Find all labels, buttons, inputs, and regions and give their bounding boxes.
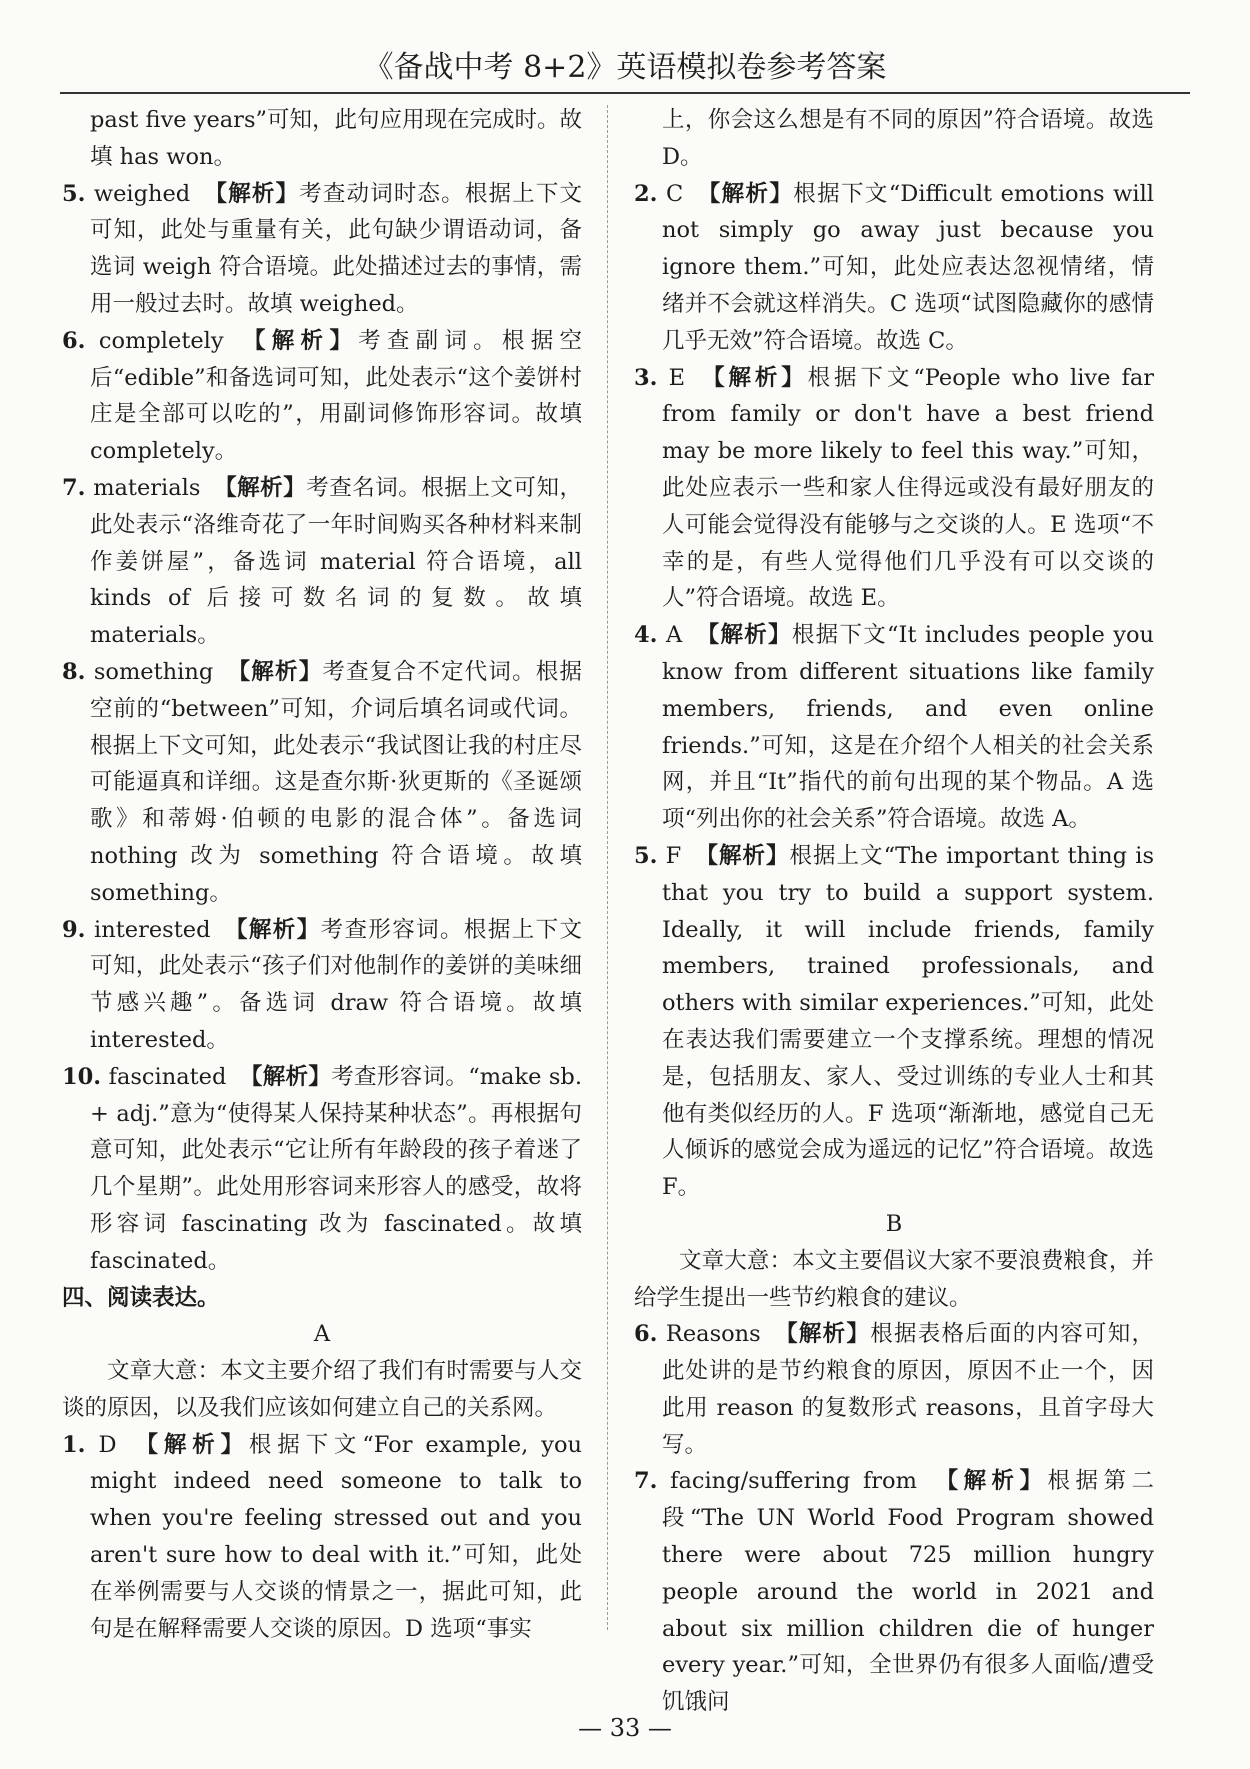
item-text: 根据下文“For example, you might indeed need someone to talk to when you're feeling stressed out and you aren't sure how to deal with it.”可知，此处在举例需要与人交谈的情景之一，据此可知，此句是在解释需要人交谈的原因。D 选项“事实 <box>90 1431 582 1642</box>
item-number: 5. <box>634 842 658 869</box>
analysis-tag: 【解析】 <box>697 180 794 207</box>
right-column <box>634 102 1154 1721</box>
page-number: 33 <box>609 1714 641 1742</box>
section-heading: 四、阅读表达。 <box>62 1284 220 1311</box>
item-number: 7. <box>62 474 86 501</box>
answer-item <box>634 1463 1154 1721</box>
analysis-tag: 【解析】 <box>204 180 300 207</box>
item-number: 2. <box>634 180 658 207</box>
left-column <box>62 102 582 1647</box>
item-number: 9. <box>62 916 86 943</box>
continued-text: 上，你会这么想是有不同的原因”符合语境。故选 D。 <box>662 107 1154 170</box>
analysis-tag: 【解析】 <box>775 1321 871 1348</box>
item-text: 考查副词。根据空后“edible”和备选词可知，此处表示“这个姜饼村庄是全部可以吃的”，用副词修饰形容词。故填 completely。 <box>90 327 582 465</box>
analysis-tag: 【解析】 <box>702 364 808 391</box>
item-text: 根据表格后面的内容可知，此处讲的是节约粮食的原因，原因不止一个，因此用 reason 的复数形式 reasons，且首字母大写。 <box>662 1321 1154 1458</box>
item-text: 根据下文“People who live far from family or don't have a best friend may be more likely to feel this way.”可知，此处应表示一些和家人住得远或没有最好朋友的人可能会觉得没有能够与之交谈的人。E 选项“不幸的是，有些人觉得他们几乎没有可以交谈的人”符合语境。故选 E。 <box>662 364 1155 612</box>
passage-summary: 文章大意：本文主要介绍了我们有时需要与人交谈的原因，以及我们应该如何建立自己的关系网。 <box>62 1358 582 1421</box>
column-divider <box>607 105 608 1630</box>
answer-item <box>62 1059 582 1280</box>
item-answer: E <box>668 364 685 391</box>
item-number: 5. <box>62 180 86 207</box>
item-text: 根据下文“It includes people you know from different situations like family members, friends, and even online friends.”可知，这是在介绍个人相关的社会关系网，并且“It”指代的前句出现的某个物品。A 选项“列出你的社会关系”符合语境。故选 A。 <box>662 622 1154 833</box>
item-answer: fascinated <box>108 1063 227 1090</box>
answer-item <box>634 1316 1154 1463</box>
item-text: 根据上文“The important thing is that you try to build a support system. Ideally, it will include friends, family members, trained professionals, and others with similar experiences.”可知，此处在表达我们需要建立一个支撑系统。理想的情况是，包括朋友、家人、受过训练的专业人士和其他有类似经历的人。F 选项“渐渐地，感觉自己无人倾诉的感觉会成为遥远的记忆”符合语境。故选 F。 <box>662 842 1154 1201</box>
item-text: 考查动词时态。根据上下文可知，此处与重量有关，此句缺少谓语动词，备选词 weigh 符合语境。此处描述过去的事情，需用一般过去时。故填 weighed。 <box>90 180 582 317</box>
item-number: 10. <box>62 1063 102 1090</box>
answer-item <box>62 912 582 1059</box>
passage-summary: 文章大意：本文主要倡议大家不要浪费粮食，并给学生提出一些节约粮食的建议。 <box>634 1247 1154 1311</box>
analysis-tag: 【解析】 <box>695 842 790 869</box>
answer-item <box>62 323 582 470</box>
item-answer: D <box>98 1431 117 1458</box>
part-heading: B <box>885 1210 903 1237</box>
answer-item <box>62 176 582 323</box>
item-answer: completely <box>98 327 224 354</box>
analysis-tag: 【解析】 <box>135 1431 249 1458</box>
item-number: 1. <box>62 1431 86 1458</box>
answer-item <box>634 176 1154 360</box>
continued-text: past five years”可知，此句应用现在完成时。故填 has won。 <box>90 107 582 170</box>
page-footer: — 33 — <box>578 1714 672 1742</box>
page-header <box>60 44 1190 94</box>
item-text: 根据第二段“The UN World Food Program showed there were about 725 million hungry people around the world in 2021 and about six million children die of hunger every year.”可知，全世界仍有很多人面临/遭受饥饿问 <box>662 1468 1154 1716</box>
item-number: 4. <box>634 622 658 649</box>
item-answer: something <box>93 658 214 685</box>
answer-item <box>634 360 1154 618</box>
analysis-tag: 【解析】 <box>214 474 307 501</box>
item-answer: weighed <box>93 180 191 207</box>
item-number: 8. <box>62 658 86 685</box>
analysis-tag: 【解析】 <box>239 1063 332 1090</box>
answer-item <box>62 470 582 654</box>
part-heading: A <box>313 1321 331 1348</box>
header-title: 《备战中考 8+2》英语模拟卷参考答案 <box>363 50 887 85</box>
answer-list-2 <box>634 176 1154 1206</box>
answer-item <box>62 654 582 912</box>
analysis-tag: 【解析】 <box>225 916 321 943</box>
answer-item <box>634 838 1154 1206</box>
item-text: 考查复合不定代词。根据空前的“between”可知，介词后填名词或代词。根据上下文可知，此处表示“我试图让我的村庄尽可能逼真和详细。这是查尔斯·狄更斯的《圣诞颂歌》和蒂姆·伯顿的电影的混合体”。备选词 nothing 改为 something 符合语境。故填 something。 <box>90 658 582 906</box>
item-answer: Reasons <box>665 1321 761 1348</box>
item-answer: C <box>666 180 684 207</box>
item-number: 3. <box>634 364 658 391</box>
item-answer: interested <box>94 916 211 943</box>
item-text: 考查形容词。“make sb. + adj.”意为“使得某人保持某种状态”。再根据句意可知，此处表示“它让所有年龄段的孩子着迷了几个星期”。此处用形容词来形容人的感受，故将形容词 fascinating 改为 fascinated。故填 fascinated。 <box>90 1063 582 1274</box>
analysis-tag: 【解析】 <box>243 327 359 354</box>
item-number: 7. <box>634 1468 658 1495</box>
answer-list-1 <box>62 176 582 1280</box>
item-answer: F <box>665 842 682 869</box>
item-number: 6. <box>62 327 86 354</box>
item-answer: materials <box>93 474 201 501</box>
analysis-tag: 【解析】 <box>227 658 323 685</box>
answer-item <box>62 1427 582 1648</box>
item-text: 根据下文“Difficult emotions will not simply go away just because you ignore them.”可知，此处应表达忽视情绪，情绪并不会就这样消失。C 选项“试图隐藏你的感情几乎无效”符合语境。故选 C。 <box>662 180 1154 354</box>
item-answer: A <box>665 622 683 649</box>
item-number: 6. <box>634 1321 658 1348</box>
item-text: 考查名词。根据上文可知，此处表示“洛维奇花了一年时间购买各种材料来制作姜饼屋”，备选词 material 符合语境，all kinds of 后接可数名词的复数。故填 materials。 <box>90 474 582 649</box>
item-answer: facing/suffering from <box>670 1468 917 1495</box>
item-text: 考查形容词。根据上下文可知，此处表示“孩子们对他制作的姜饼的美味细节感兴趣”。备选词 draw 符合语境。故填 interested。 <box>90 916 582 1053</box>
analysis-tag: 【解析】 <box>935 1468 1048 1495</box>
analysis-tag: 【解析】 <box>696 622 792 649</box>
answer-item <box>634 617 1154 838</box>
